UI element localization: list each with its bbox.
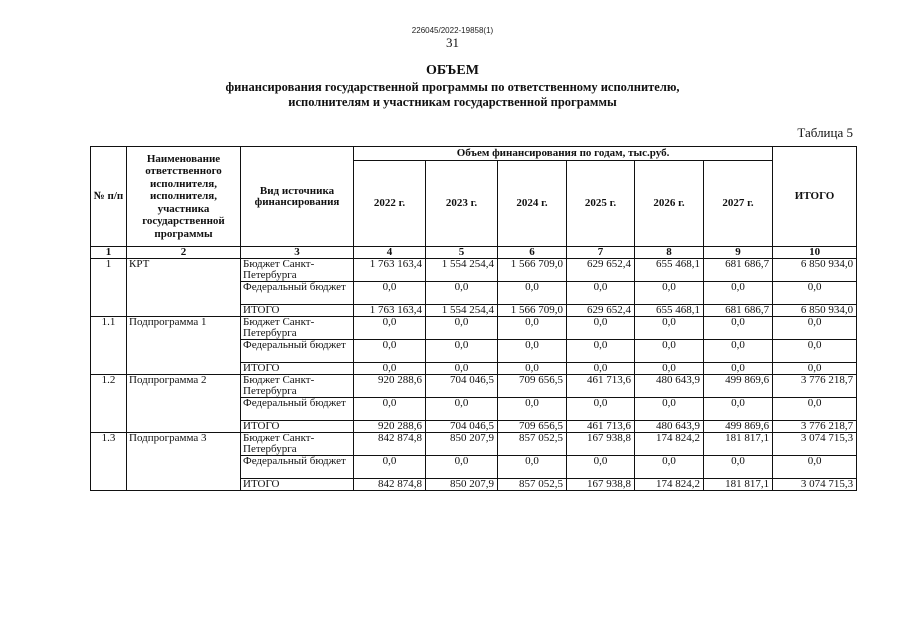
year-value: 461 713,6 — [567, 375, 635, 398]
year-value: 181 817,1 — [704, 433, 773, 456]
year-value: 0,0 — [567, 317, 635, 340]
total-value: 0,0 — [773, 340, 857, 363]
year-value: 480 643,9 — [635, 421, 704, 433]
row-number: 1.1 — [91, 317, 127, 375]
total-value: 0,0 — [773, 317, 857, 340]
funding-source: Федеральный бюджет — [241, 398, 354, 421]
financing-table — [90, 146, 857, 491]
year-value: 1 763 163,4 — [354, 305, 426, 317]
year-value: 0,0 — [704, 363, 773, 375]
year-value: 0,0 — [354, 398, 426, 421]
year-value: 0,0 — [635, 317, 704, 340]
column-number: 5 — [426, 247, 498, 259]
column-number: 7 — [567, 247, 635, 259]
year-value: 0,0 — [635, 363, 704, 375]
table-row — [91, 433, 857, 456]
executor-name: КРТ — [127, 259, 241, 317]
executor-name: Подпрограмма 2 — [127, 375, 241, 433]
year-value: 174 824,2 — [635, 433, 704, 456]
year-value: 0,0 — [567, 398, 635, 421]
year-value: 0,0 — [498, 340, 567, 363]
year-value: 0,0 — [704, 398, 773, 421]
funding-source: ИТОГО — [241, 305, 354, 317]
year-value: 0,0 — [704, 456, 773, 479]
year-value: 167 938,8 — [567, 433, 635, 456]
column-number: 4 — [354, 247, 426, 259]
year-value: 0,0 — [426, 456, 498, 479]
header-year: 2023 г. — [426, 161, 498, 247]
year-value: 709 656,5 — [498, 421, 567, 433]
year-value: 629 652,4 — [567, 259, 635, 282]
funding-source: Бюджет Санкт-Петербурга — [241, 317, 354, 340]
total-value: 0,0 — [773, 282, 857, 305]
total-value: 3 074 715,3 — [773, 433, 857, 456]
funding-source: ИТОГО — [241, 363, 354, 375]
total-value: 0,0 — [773, 456, 857, 479]
year-value: 0,0 — [635, 282, 704, 305]
funding-source: Федеральный бюджет — [241, 282, 354, 305]
year-value: 0,0 — [354, 363, 426, 375]
executor-name: Подпрограмма 1 — [127, 317, 241, 375]
total-value: 0,0 — [773, 398, 857, 421]
total-value: 3 776 218,7 — [773, 421, 857, 433]
year-value: 857 052,5 — [498, 433, 567, 456]
year-value: 709 656,5 — [498, 375, 567, 398]
year-value: 1 554 254,4 — [426, 305, 498, 317]
funding-source: Федеральный бюджет — [241, 456, 354, 479]
year-value: 850 207,9 — [426, 479, 498, 491]
total-value: 3 776 218,7 — [773, 375, 857, 398]
table-row — [91, 375, 857, 398]
table-row — [91, 317, 857, 340]
year-value: 0,0 — [567, 282, 635, 305]
header-year: 2027 г. — [704, 161, 773, 247]
funding-source: ИТОГО — [241, 479, 354, 491]
column-number: 8 — [635, 247, 704, 259]
column-number: 9 — [704, 247, 773, 259]
total-value: 6 850 934,0 — [773, 305, 857, 317]
year-value: 0,0 — [567, 456, 635, 479]
column-number: 6 — [498, 247, 567, 259]
year-value: 0,0 — [635, 340, 704, 363]
funding-source: Федеральный бюджет — [241, 340, 354, 363]
year-value: 1 566 709,0 — [498, 259, 567, 282]
year-value: 0,0 — [354, 282, 426, 305]
year-value: 704 046,5 — [426, 421, 498, 433]
year-value: 0,0 — [567, 340, 635, 363]
column-number: 3 — [241, 247, 354, 259]
year-value: 0,0 — [354, 317, 426, 340]
year-value: 0,0 — [426, 398, 498, 421]
row-number: 1.2 — [91, 375, 127, 433]
header-year: 2024 г. — [498, 161, 567, 247]
total-value: 6 850 934,0 — [773, 259, 857, 282]
year-value: 1 566 709,0 — [498, 305, 567, 317]
year-value: 499 869,6 — [704, 375, 773, 398]
funding-source: Бюджет Санкт-Петербурга — [241, 259, 354, 282]
year-value: 0,0 — [426, 317, 498, 340]
funding-source: ИТОГО — [241, 421, 354, 433]
year-value: 842 874,8 — [354, 433, 426, 456]
row-number: 1.3 — [91, 433, 127, 491]
page-number: 31 — [446, 35, 459, 50]
year-value: 0,0 — [704, 282, 773, 305]
document-title: ОБЪЕМ — [426, 63, 479, 78]
table-label: Таблица 5 — [797, 125, 853, 140]
year-value: 0,0 — [426, 340, 498, 363]
year-value: 842 874,8 — [354, 479, 426, 491]
year-value: 181 817,1 — [704, 479, 773, 491]
header-year: 2025 г. — [567, 161, 635, 247]
year-value: 655 468,1 — [635, 259, 704, 282]
year-value: 499 869,6 — [704, 421, 773, 433]
year-value: 920 288,6 — [354, 421, 426, 433]
year-value: 480 643,9 — [635, 375, 704, 398]
table-row — [91, 259, 857, 282]
header-year: 2026 г. — [635, 161, 704, 247]
year-value: 0,0 — [567, 363, 635, 375]
year-value: 0,0 — [498, 282, 567, 305]
year-value: 0,0 — [498, 456, 567, 479]
year-value: 1 554 254,4 — [426, 259, 498, 282]
funding-source: Бюджет Санкт-Петербурга — [241, 375, 354, 398]
total-value: 0,0 — [773, 363, 857, 375]
year-value: 0,0 — [426, 363, 498, 375]
year-value: 167 938,8 — [567, 479, 635, 491]
year-value: 0,0 — [354, 340, 426, 363]
header-total: ИТОГО — [773, 147, 857, 247]
year-value: 0,0 — [704, 317, 773, 340]
document-subtitle — [0, 80, 905, 110]
header-financing-by-year: Объем финансирования по годам, тыс.руб. — [354, 147, 773, 161]
year-value: 0,0 — [426, 282, 498, 305]
total-value: 3 074 715,3 — [773, 479, 857, 491]
year-value: 857 052,5 — [498, 479, 567, 491]
header-source: Вид источника финансирования — [241, 147, 354, 247]
subtitle-line-1: финансирования государственной программы по ответственному исполнителю, — [225, 80, 680, 94]
year-value: 629 652,4 — [567, 305, 635, 317]
year-value: 461 713,6 — [567, 421, 635, 433]
column-number: 10 — [773, 247, 857, 259]
year-value: 704 046,5 — [426, 375, 498, 398]
year-value: 1 763 163,4 — [354, 259, 426, 282]
column-number: 1 — [91, 247, 127, 259]
row-number: 1 — [91, 259, 127, 317]
header-year: 2022 г. — [354, 161, 426, 247]
year-value: 0,0 — [635, 398, 704, 421]
header-name: Наименование ответственного исполнителя, исполнителя, участника государственной программы — [127, 147, 241, 247]
year-value: 174 824,2 — [635, 479, 704, 491]
year-value: 655 468,1 — [635, 305, 704, 317]
year-value: 681 686,7 — [704, 259, 773, 282]
year-value: 0,0 — [354, 456, 426, 479]
year-value: 0,0 — [498, 363, 567, 375]
subtitle-line-2: исполнителям и участникам государственной программы — [288, 95, 617, 109]
year-value: 920 288,6 — [354, 375, 426, 398]
header-number: № п/п — [91, 147, 127, 247]
year-value: 0,0 — [704, 340, 773, 363]
year-value: 0,0 — [635, 456, 704, 479]
year-value: 850 207,9 — [426, 433, 498, 456]
year-value: 681 686,7 — [704, 305, 773, 317]
document-id: 226045/2022-19858(1) — [411, 26, 494, 35]
funding-source: Бюджет Санкт-Петербурга — [241, 433, 354, 456]
executor-name: Подпрограмма 3 — [127, 433, 241, 491]
column-number: 2 — [127, 247, 241, 259]
year-value: 0,0 — [498, 317, 567, 340]
year-value: 0,0 — [498, 398, 567, 421]
